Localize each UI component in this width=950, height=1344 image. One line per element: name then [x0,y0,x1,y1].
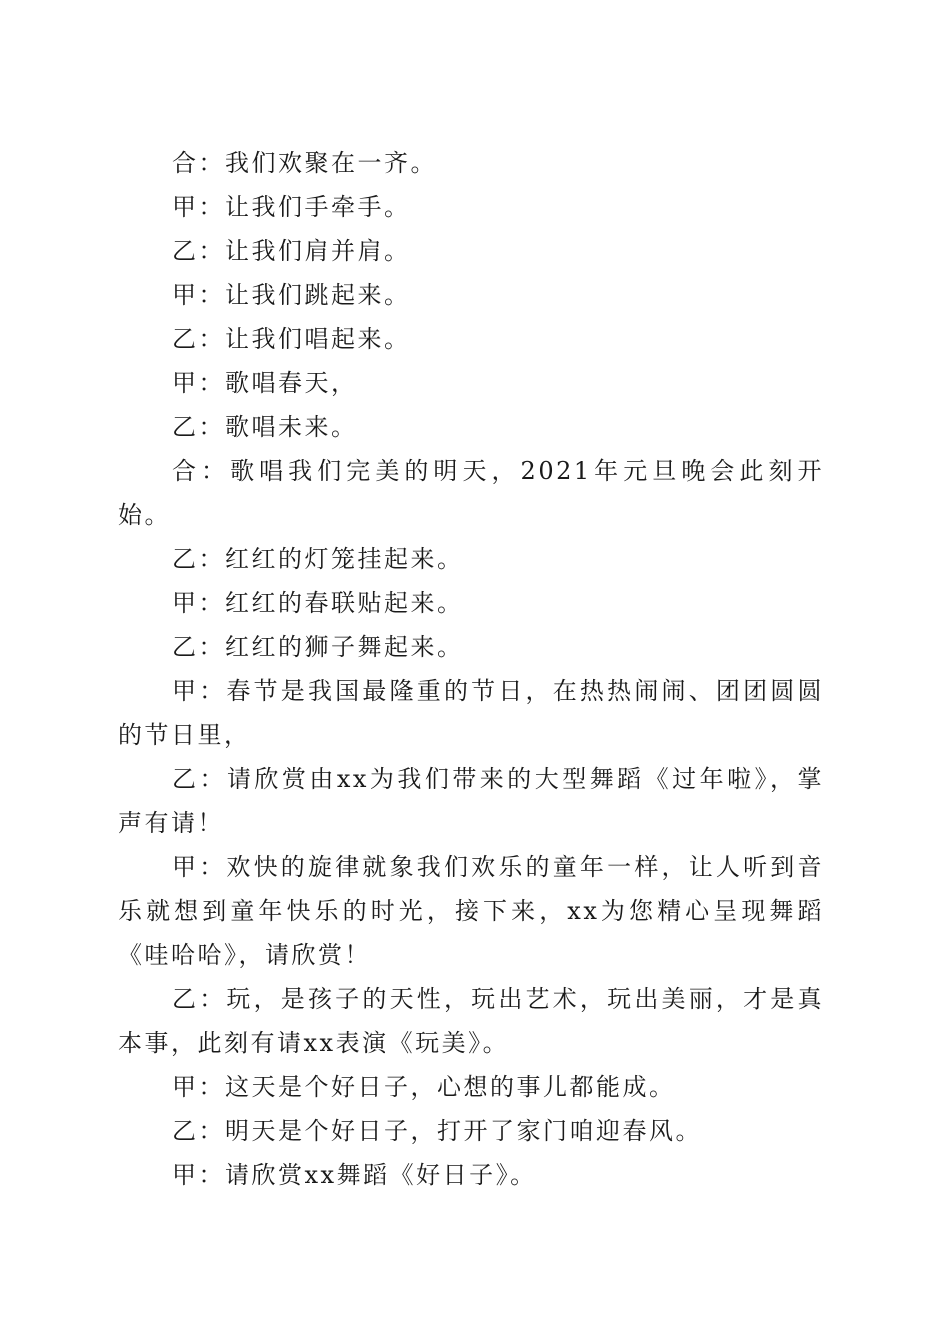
paragraph-7: 乙：歌唱未来。 [172,413,358,441]
paragraph-14: 甲：欢快的旋律就象我们欢乐的童年一样，让人听到音乐就想到童年快乐的时光，接下来，xx为您精心呈现舞蹈《哇哈哈》，请欣赏！ [118,853,824,969]
paragraph-5: 乙：让我们唱起来。 [172,325,411,353]
paragraph-17: 乙：明天是个好日子，打开了家门咱迎春风。 [172,1117,702,1145]
paragraph-16: 甲：这天是个好日子，心想的事儿都能成。 [172,1073,676,1101]
paragraph-1: 合：我们欢聚在一齐。 [172,149,437,177]
paragraph-10: 甲：红红的春联贴起来。 [172,589,464,617]
paragraph-12: 甲：春节是我国最隆重的节日，在热热闹闹、团团圆圆的节日里， [118,677,824,749]
paragraph-6: 甲：歌唱春天， [172,369,358,397]
paragraph-18: 甲：请欣赏xx舞蹈《好日子》。 [172,1161,537,1189]
paragraph-2: 甲：让我们手牵手。 [172,193,411,221]
paragraph-15: 乙：玩，是孩子的天性，玩出艺术，玩出美丽，才是真本事，此刻有请xx表演《玩美》。 [118,985,824,1057]
paragraph-11: 乙：红红的狮子舞起来。 [172,633,464,661]
paragraph-4: 甲：让我们跳起来。 [172,281,411,309]
paragraph-9: 乙：红红的灯笼挂起来。 [172,545,464,573]
paragraph-13: 乙：请欣赏由xx为我们带来的大型舞蹈《过年啦》，掌声有请！ [118,765,824,837]
document-body [118,141,824,1197]
paragraph-3: 乙：让我们肩并肩。 [172,237,411,265]
paragraph-8: 合：歌唱我们完美的明天，2021年元旦晚会此刻开始。 [118,457,824,529]
